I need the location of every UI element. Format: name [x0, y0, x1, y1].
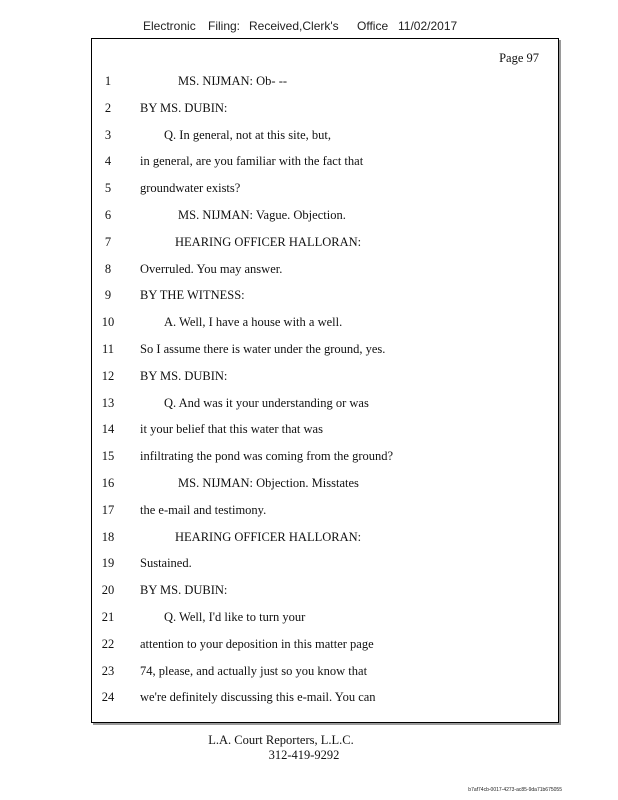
line-number: 22	[101, 636, 115, 651]
line-text: Sustained.	[140, 556, 192, 571]
line-number: 17	[101, 502, 115, 517]
line-text: Q. In general, not at this site, but,	[164, 127, 331, 142]
line-text: 74, please, and actually just so you know that	[140, 663, 368, 678]
transcript-line	[92, 610, 558, 636]
line-number: 24	[101, 690, 115, 705]
reporter-firm: L.A. Court Reporters, L.L.C.	[208, 733, 354, 747]
line-text: in general, are you familiar with the fact that	[140, 154, 364, 169]
line-number: 21	[101, 610, 115, 624]
line-number: 7	[104, 234, 112, 249]
transcript-line	[92, 530, 558, 556]
filing-date: 11/02/2017	[398, 19, 458, 33]
line-text: Q. Well, I'd like to turn your	[164, 610, 306, 624]
transcript-line	[92, 74, 558, 100]
line-text: BY MS. DUBIN:	[140, 583, 228, 598]
transcript-line	[92, 101, 558, 127]
line-text: BY THE WITNESS:	[140, 288, 245, 303]
line-text: it your belief that this water that was	[140, 422, 323, 437]
transcript-line	[92, 315, 558, 341]
line-text: HEARING OFFICER HALLORAN:	[175, 529, 362, 544]
transcript-line	[92, 154, 558, 180]
line-number: 23	[101, 663, 115, 678]
line-number: 9	[104, 288, 112, 303]
transcript-line	[92, 128, 558, 154]
line-number: 6	[104, 208, 112, 222]
line-text: So I assume there is water under the ground, yes.	[140, 342, 386, 356]
filing-word-electronic: Electronic	[143, 19, 196, 33]
filing-word-received-clerks: Received,Clerk's	[249, 19, 339, 33]
line-text: Q. And was it your understanding or was	[164, 395, 369, 410]
line-number: 15	[101, 449, 115, 464]
transcript-line	[92, 422, 558, 448]
transcript-line	[92, 181, 558, 207]
line-number: 14	[101, 422, 115, 437]
line-text: MS. NIJMAN: Objection. Misstates	[178, 476, 359, 490]
transcript-line	[92, 235, 558, 261]
line-text: Overruled. You may answer.	[140, 261, 283, 276]
line-number: 18	[101, 529, 115, 544]
line-number: 2	[104, 100, 112, 115]
line-number: 10	[101, 315, 115, 330]
line-number: 5	[104, 181, 112, 196]
filing-word-filing: Filing:	[208, 19, 241, 33]
transcript-line	[92, 342, 558, 368]
transcript-line	[92, 208, 558, 234]
line-number: 1	[104, 74, 112, 88]
transcript-line	[92, 476, 558, 502]
line-text: BY MS. DUBIN:	[140, 100, 228, 115]
transcript-line	[92, 637, 558, 663]
line-number: 16	[101, 476, 115, 490]
transcript-line	[92, 583, 558, 609]
line-number: 12	[101, 368, 115, 383]
transcript-line	[92, 288, 558, 314]
line-number: 4	[104, 154, 112, 169]
line-text: we're definitely discussing this e-mail. You can	[140, 690, 376, 705]
line-number: 19	[101, 556, 115, 571]
line-text: BY MS. DUBIN:	[140, 368, 228, 383]
transcript-page	[91, 38, 559, 723]
line-text: groundwater exists?	[140, 181, 241, 196]
line-text: A. Well, I have a house with a well.	[164, 315, 343, 330]
transcript-line	[92, 503, 558, 529]
transcript-line	[92, 690, 558, 716]
line-text: HEARING OFFICER HALLORAN:	[175, 234, 362, 249]
transcript-line	[92, 262, 558, 288]
transcript-line	[92, 556, 558, 582]
transcript-line	[92, 396, 558, 422]
line-number: 13	[101, 395, 115, 410]
line-number: 20	[101, 583, 115, 598]
transcript-line	[92, 664, 558, 690]
line-text: attention to your deposition in this matter page	[140, 636, 374, 651]
transcript-line	[92, 369, 558, 395]
reporter-phone: 312-419-9292	[268, 748, 340, 762]
line-number: 11	[101, 342, 115, 356]
line-text: the e-mail and testimony.	[140, 502, 267, 517]
line-text: infiltrating the pond was coming from the ground?	[140, 449, 394, 464]
transcript-line	[92, 449, 558, 475]
line-text: MS. NIJMAN: Vague. Objection.	[178, 208, 346, 222]
line-text: MS. NIJMAN: Ob- --	[178, 74, 288, 88]
line-number: 3	[104, 127, 112, 142]
filing-word-office: Office	[357, 19, 389, 33]
line-number: 8	[104, 261, 112, 276]
document-id: b7af74cb-0017-4273-ac85-9da71b675055	[468, 787, 562, 793]
page-number: Page 97	[499, 51, 539, 65]
